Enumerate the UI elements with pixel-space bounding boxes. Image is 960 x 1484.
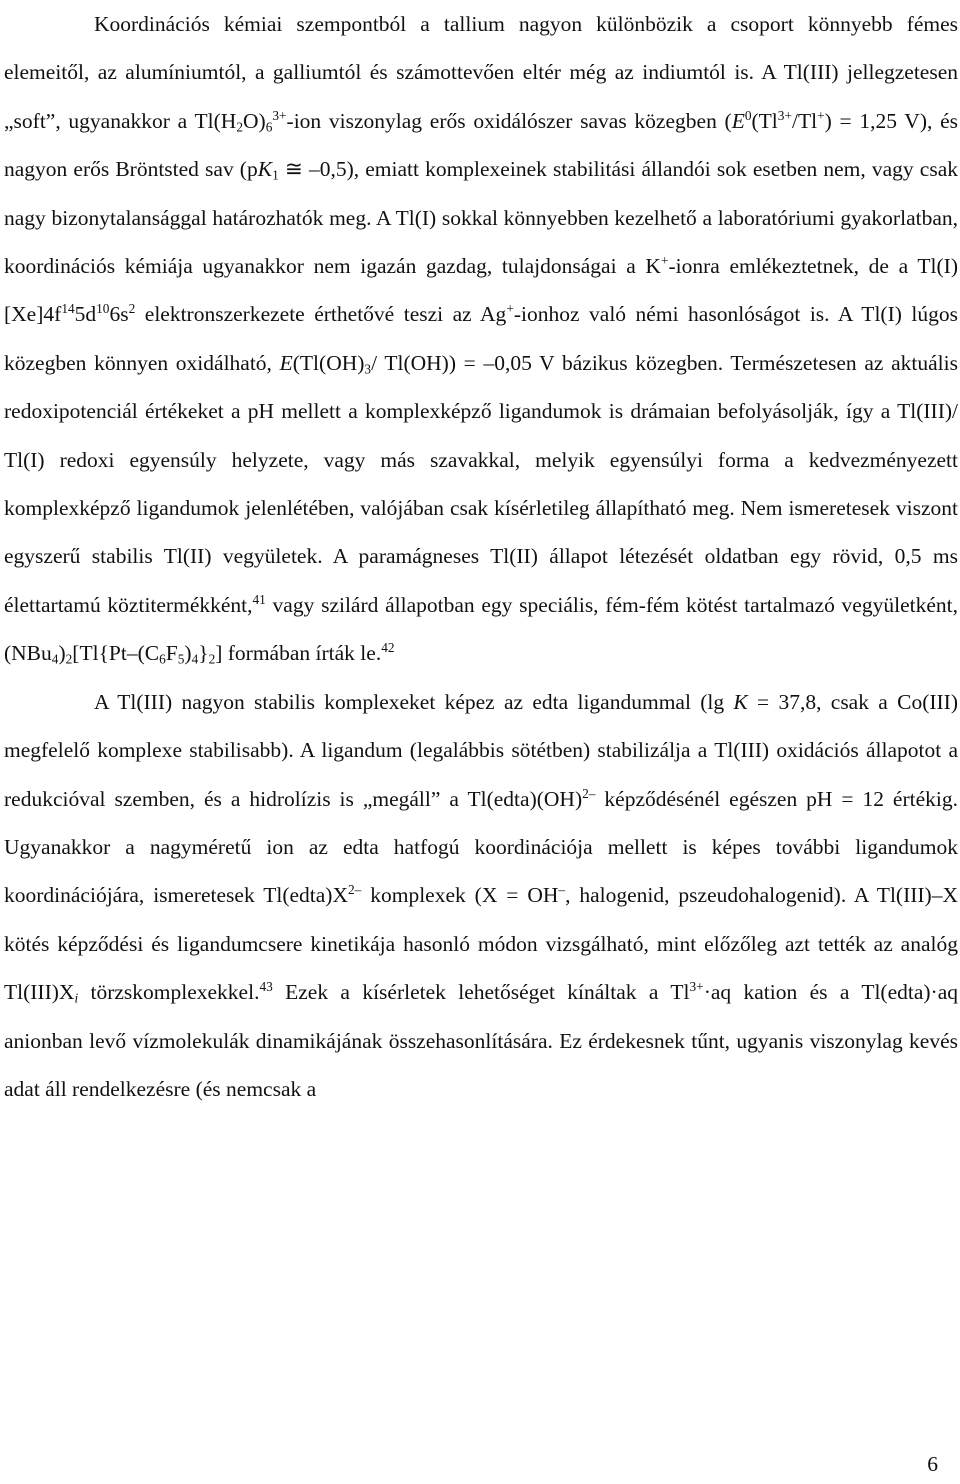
paragraph-1: Koordinációs kémiai szempontból a tallium nagyon különbözik a csoport könnyebb fémes elemeitől, az alumíniumtól, a galliumtól és számottevően eltér még az indiumtól is. A Tl(III) jellegzetesen „soft”, ugyanakkor a $Tl(H_2O)_6^{3+}$-ion viszonylag erős oxidálószer savas közegben ($E^0(Tl^{3+}/Tl^+) = 1,25$ V), és nagyon erős Bröntsted sav ($pK_1$ ≅ –0,5), emiatt komplexeinek stabilitási állandói sok esetben nem, vagy csak nagy bizonytalansággal határozhatók meg. A Tl(I) sokkal könnyebben kezelhető a laboratóriumi gyakorlatban, koordinációs kémiája ugyanakkor nem igazán gazdag, tulajdonságai a K+-ionra emlékeztetnek, de a Tl(I) $[Xe]4f^{14}5d^{10}6s^2$ elektronszerkezete érthetővé teszi az Ag+-ionhoz való némi hasonlóságot is. A Tl(I) lúgos közegben könnyen oxidálható, $E(Tl(OH)_3/$ Tl(OH)) = –0,05 V bázikus közegben. Természetesen az aktuális redoxipotenciál értékeket a pH mellett a komplexképző ligandumok is drámaian befolyásolják, így a Tl(III)/ Tl(I) redoxi egyensúly helyzete, vagy más szavakkal, melyik egyensúlyi forma a kedvezményezett komplexképző ligandumok jelenlétében, valójában csak kísérletileg állapítható meg. Nem ismeretesek viszont egyszerű stabilis Tl(II) vegyületek. A paramágneses Tl(II) állapot létezését oldatban egy rövid, 0,5 ms élettartamú köztitermékként,$^{41}$ vagy szilárd állapotban egy speciális, fém-fém kötést tartalmazó vegyületként, $(NBu_4)_2[Tl\{Pt-(C_6F_5)_4\}_2]$ formában írták le.$^{42}$ xyxy=(4,12,958,667)
paragraph-2: A Tl(III) nagyon stabilis komplexeket képez az edta ligandummal (lg K = 37,8, csak a Co(III) megfelelő komplexe stabilisabb). A ligandum (legalábbis sötétben) stabilizálja a Tl(III) oxidációs állapotot a redukcióval szemben, és a hidrolízis is „megáll” a Tl(edta)(OH)$^{2-}$ képződésénél egészen pH = 12 értékig. Ugyanakkor a nagyméretű ion az edta hatfogú koordinációja mellett is képes további ligandumok koordinációjára, ismeretesek $Tl(edta)X^{2-}$ komplexek (X = OH–, halogenid, pszeudohalogenid). A Tl(III)–X kötés képződési és ligandumcsere kinetikája hasonló módon vizsgálható, mint előzőleg azt tették az analóg $Tl(III)X_i$ törzskomplexekkel.$^{43}$ Ezek a kísérletek lehetőséget kínáltak a $Tl^{3+}\cdot aq$ kation és a Tl(edta)·aq anionban levő vízmolekulák dinamikájának összehasonlítására. Ez érdekesnek tűnt, ugyanis viszonylag kevés adat áll rendelkezésre (és nemcsak a xyxy=(4,689,959,1101)
body-text xyxy=(4,0,958,1113)
page-number: 6 xyxy=(927,1452,938,1476)
